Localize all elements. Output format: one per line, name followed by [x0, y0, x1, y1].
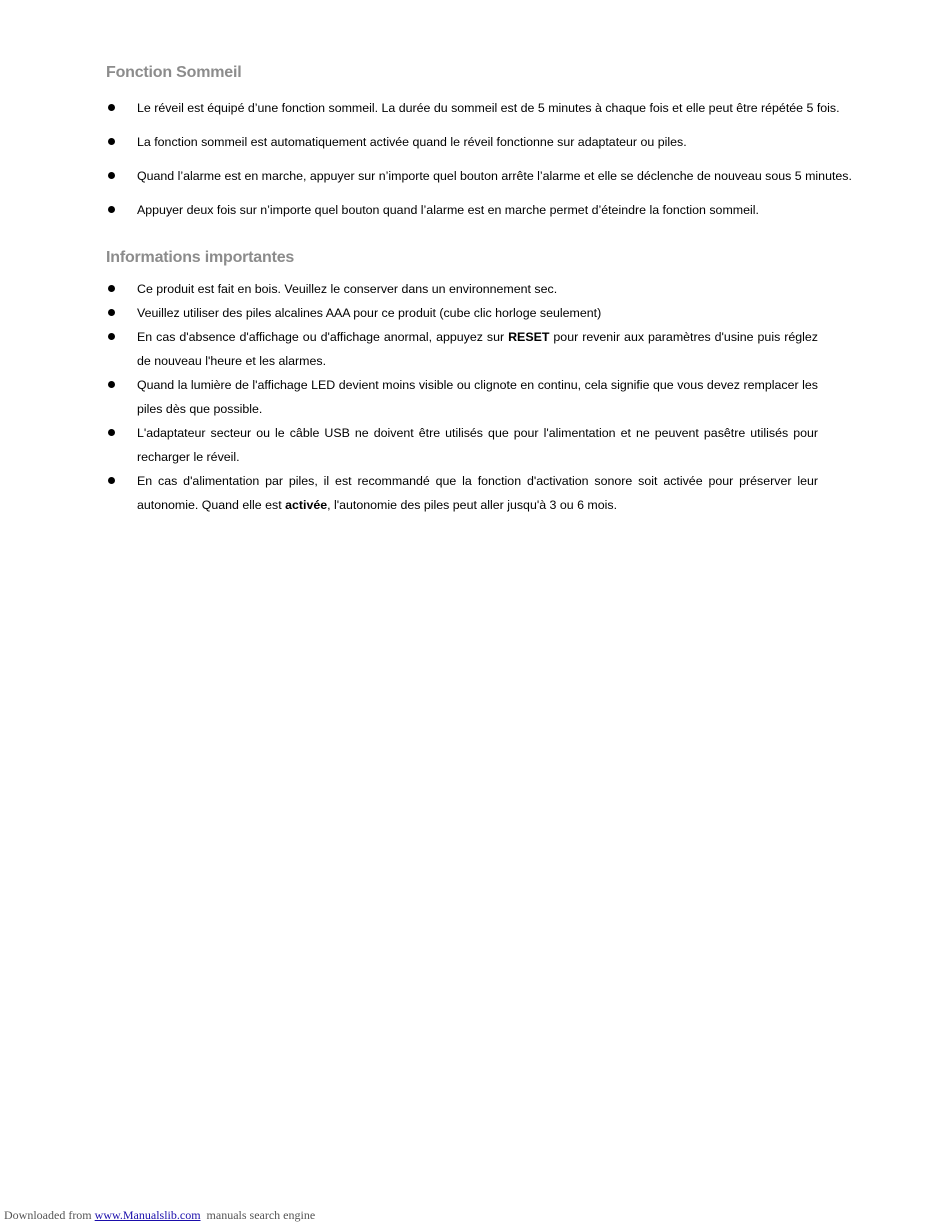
item-text: La fonction sommeil est automatiquement activée quand le réveil fonctionne sur adaptateur ou piles. [137, 135, 687, 149]
section-title-sommeil: Fonction Sommeil [106, 64, 242, 81]
item-text: Quand l’alarme est en marche, appuyer sur n’importe quel bouton arrête l’alarme et elle se déclenche de nouveau sous 5 minutes. [137, 169, 852, 183]
list-item [106, 134, 818, 150]
item-text: L'adaptateur secteur ou le câble USB ne doivent être utilisés que pour l'alimentation et ne peuvent pasêtre utilisés pour recharger le réveil. [137, 426, 818, 464]
list-item [106, 373, 818, 421]
list-item [106, 421, 818, 469]
list-item [106, 277, 818, 301]
informations-bullet-list [106, 277, 818, 517]
activee-keyword: activée [285, 498, 328, 512]
reset-keyword: RESET [508, 330, 550, 344]
list-item [106, 469, 818, 517]
manualslib-link[interactable]: www.Manualslib.com [94, 1208, 201, 1222]
footer-prefix: Downloaded from [4, 1208, 95, 1222]
item-text: Quand la lumière de l'affichage LED devient moins visible ou clignote en continu, cela signifie que vous devez remplacer les piles dès que possible. [137, 378, 818, 416]
item-text: En cas d'absence d'affichage ou d'affichage anormal, appuyez sur [137, 330, 509, 344]
download-footer [4, 1208, 315, 1223]
bullet-icon [108, 477, 115, 484]
sommeil-bullet-list [106, 100, 852, 236]
list-item [106, 325, 818, 373]
bullet-icon [108, 333, 115, 340]
list-item [106, 100, 840, 116]
bullet-icon [108, 285, 115, 292]
bullet-icon [108, 381, 115, 388]
list-item [106, 301, 818, 325]
footer-suffix: manuals search engine [200, 1208, 316, 1222]
bullet-icon [108, 309, 115, 316]
item-text: En cas d'alimentation par piles, il est recommandé que la fonction d'activation sonore soit activée pour préserver leur autonomie. Quand elle est [137, 474, 818, 512]
bullet-icon [108, 104, 115, 111]
list-item [106, 202, 818, 218]
bullet-icon [108, 172, 115, 179]
item-text: Ce produit est fait en bois. Veuillez le conserver dans un environnement sec. [137, 282, 558, 296]
item-text: pour revenir aux paramètres d'usine puis réglez de nouveau l'heure et les alarmes. [137, 330, 818, 368]
item-text: , l'autonomie des piles peut aller jusqu'à 3 ou 6 mois. [327, 498, 618, 512]
item-text: Appuyer deux fois sur n’importe quel bouton quand l’alarme est en marche permet d’éteindre la fonction sommeil. [137, 203, 759, 217]
bullet-icon [108, 138, 115, 145]
bullet-icon [108, 206, 115, 213]
list-item [106, 168, 852, 184]
bullet-icon [108, 429, 115, 436]
section-title-informations: Informations importantes [106, 249, 295, 266]
item-text: Le réveil est équipé d’une fonction sommeil. La durée du sommeil est de 5 minutes à chaque fois et elle peut être répétée 5 fois. [137, 101, 840, 115]
item-text: Veuillez utiliser des piles alcalines AAA pour ce produit (cube clic horloge seulement) [137, 306, 602, 320]
